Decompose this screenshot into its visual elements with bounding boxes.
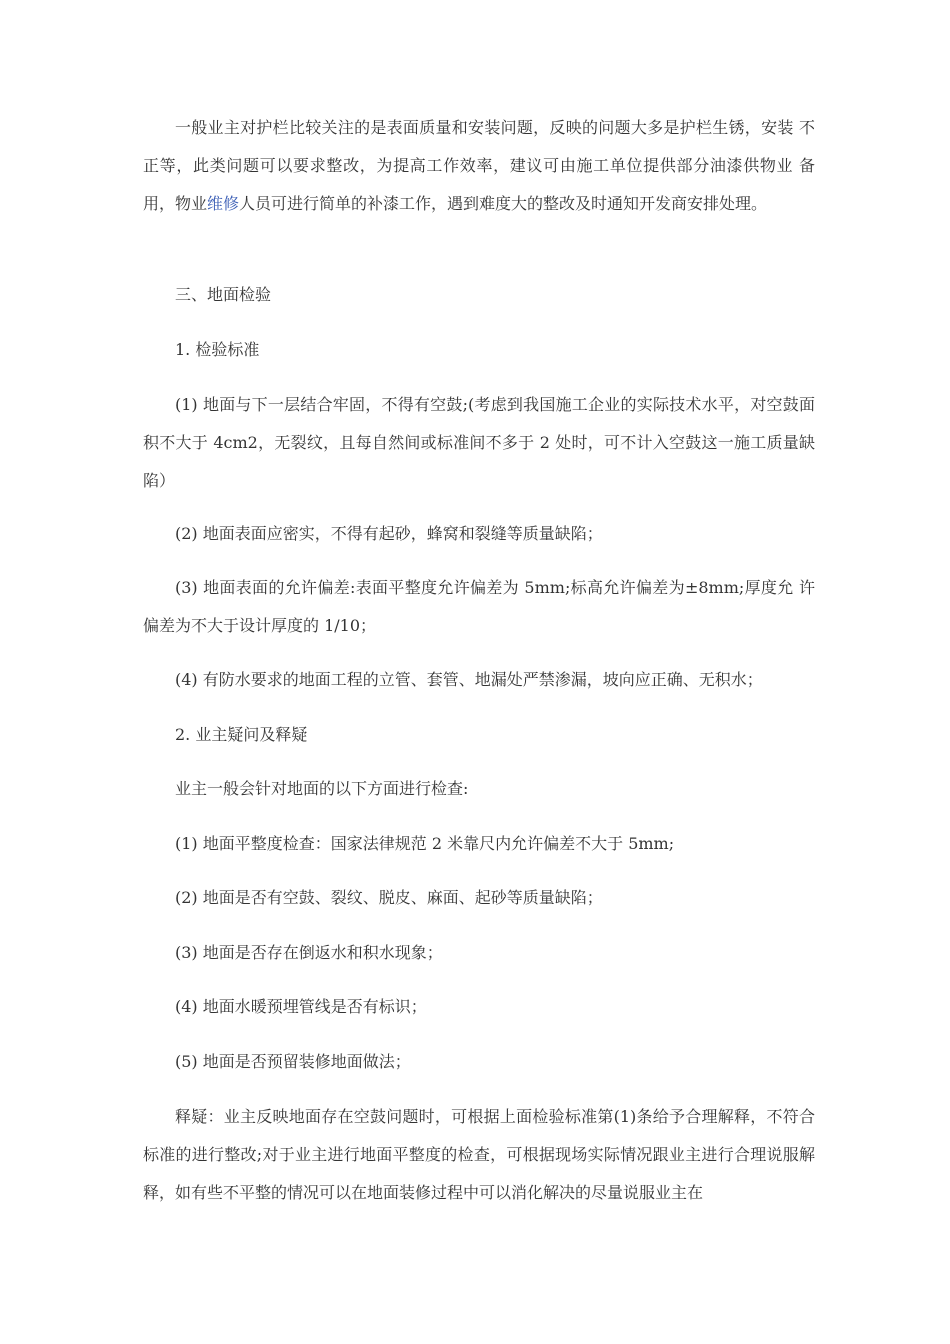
check-item-4: (4) 地面水暖预埋管线是否有标识； xyxy=(175,997,427,1016)
standard-item-1: (1) 地面与下一层结合牢固，不得有空鼓;(考虑到我国施工企业的实际技术水平，对空鼓面积不大于 4cm2，无裂纹，且每自然间或标准间不多于 2 处时，可不计入空鼓这一施工质量缺陷） xyxy=(143,395,815,490)
standard-item-2: (2) 地面表面应密实，不得有起砂，蜂窝和裂缝等质量缺陷； xyxy=(175,524,603,543)
paragraph-text: 人员可进行简单的补漆工作，遇到难度大的整改及时通知开发商安排处理。 xyxy=(239,194,768,213)
check-item-2: (2) 地面是否有空鼓、裂纹、脱皮、麻面、起砂等质量缺陷； xyxy=(175,888,603,907)
check-intro: 业主一般会针对地面的以下方面进行检查: xyxy=(175,779,469,798)
paragraph-railing xyxy=(143,109,815,223)
section-heading-floor-inspection: 三、地面检验 xyxy=(175,285,272,304)
paragraph-text: 一般业主对护栏比较关注的是表面质量和安装问题，反映的问题大多是护栏生锈，安装 不正等，此类问题可以要求整改，为提高工作效率，建议可由施工单位提供部分油漆供物业 备用，物业 xyxy=(143,118,815,213)
subheading-owner-questions: 2. 业主疑问及释疑 xyxy=(175,725,308,744)
standard-item-4: (4) 有防水要求的地面工程的立管、套管、地漏处严禁渗漏，坡向应正确、无积水； xyxy=(175,670,763,689)
check-item-5: (5) 地面是否预留装修地面做法； xyxy=(175,1052,411,1071)
maintenance-link[interactable]: 维修 xyxy=(207,194,240,213)
check-item-1: (1) 地面平整度检查：国家法律规范 2 米靠尺内允许偏差不大于 5mm; xyxy=(175,834,675,853)
standard-item-3: (3) 地面表面的允许偏差:表面平整度允许偏差为 5mm;标高允许偏差为±8mm;厚度允 许偏差为不大于设计厚度的 1/10； xyxy=(143,578,815,635)
subheading-inspection-standards: 1. 检验标准 xyxy=(175,340,260,359)
check-item-3: (3) 地面是否存在倒返水和积水现象； xyxy=(175,943,443,962)
explanation-paragraph: 释疑：业主反映地面存在空鼓问题时，可根据上面检验标准第(1)条给予合理解释，不符合标准的进行整改;对于业主进行地面平整度的检查，可根据现场实际情况跟业主进行合理说服解释，如有些不平整的情况可以在地面装修过程中可以消化解决的尽量说服业主在 xyxy=(143,1107,815,1202)
